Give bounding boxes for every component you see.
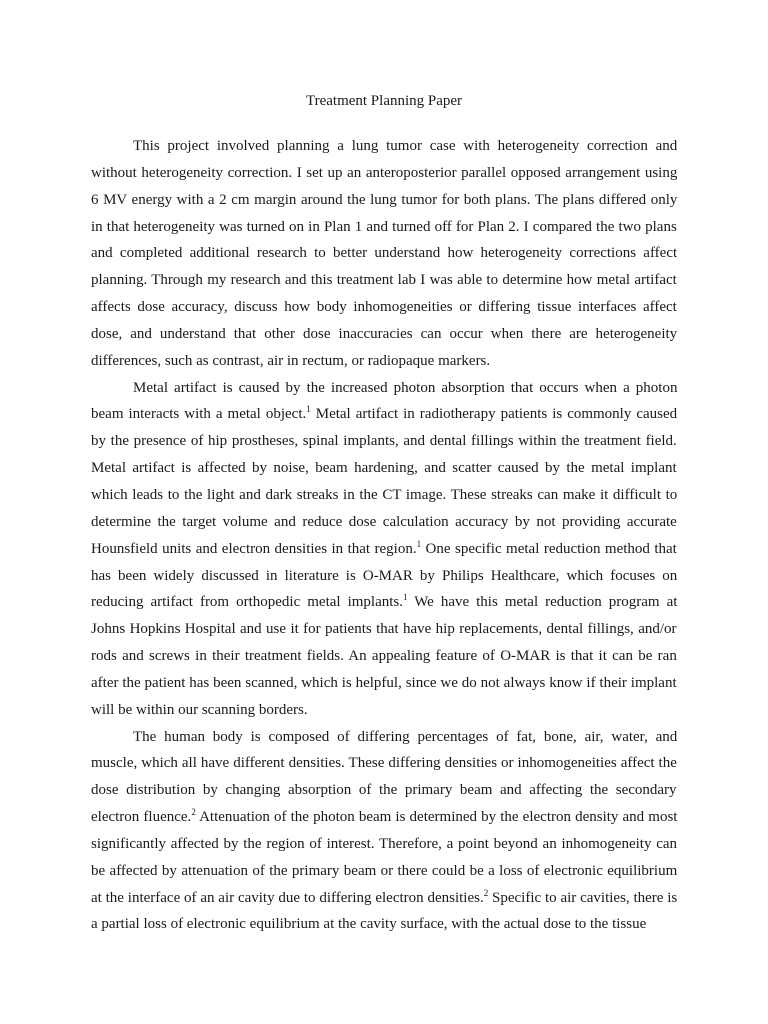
text-line [91, 563, 677, 590]
text-run: significantly affected by the region of interest. Therefore, a point beyond an inhomogeneity can [91, 835, 678, 852]
text-run: electron fluence. [91, 809, 192, 826]
text-run: in that heterogeneity was turned on in Plan 1 and turned off for Plan 2. I compared the two plans [91, 218, 677, 235]
document-title: Treatment Planning Paper [305, 93, 463, 109]
text-run: One specific metal reduction method that [421, 540, 677, 557]
text-run: Metal artifact is caused by the increased photon absorption that occurs when a photon [133, 379, 678, 396]
text-run: which leads to the light and dark streaks in the CT image. These streaks can make it difficult to [91, 486, 678, 503]
text-line [91, 348, 490, 375]
text-line [91, 267, 677, 294]
text-line [91, 455, 677, 482]
text-run: dose distribution by changing absorption of the primary beam and affecting the secondary [91, 782, 677, 799]
footnote-ref: 1 [306, 404, 311, 415]
footnote-ref: 1 [402, 592, 408, 603]
text-run: Specific to air cavities, there is [488, 889, 678, 906]
text-run: dose, and understand that other dose inaccuracies can occur when there are heterogeneity [91, 325, 678, 342]
text-run: by the presence of hip prostheses, spinal implants, and dental fillings within the treatment field. [91, 433, 677, 450]
text-run: This project involved planning a lung tumor case with heterogeneity correction and [133, 138, 678, 154]
text-line [91, 697, 308, 724]
text-run: has been widely discussed in literature is O-MAR by Philips Healthcare, which focuses on [91, 567, 678, 584]
footnote-ref: 2 [483, 887, 489, 898]
text-line [91, 214, 677, 241]
document-body [91, 133, 691, 938]
text-line [91, 831, 677, 858]
text-run: Johns Hopkins Hospital and use it for patients that have hip replacements, dental fillings, and/or [91, 621, 677, 638]
text-line [91, 804, 677, 831]
text-line [91, 911, 646, 938]
text-line [91, 643, 677, 670]
text-line [91, 401, 677, 428]
text-line [91, 428, 677, 455]
text-line [91, 616, 677, 643]
text-run: Metal artifact is affected by noise, beam hardening, and scatter caused by the metal implant [91, 460, 677, 477]
text-line [91, 589, 677, 616]
text-run: differences, such as contrast, air in rectum, or radiopaque markers. [91, 352, 491, 369]
text-run: after the patient has been scanned, which is helpful, since we do not always know if their implant [91, 674, 677, 691]
text-run: Hounsfield units and electron densities in that region. [91, 540, 417, 557]
text-line [91, 482, 677, 509]
text-run: affects dose accuracy, discuss how body inhomogeneities or differing tissue interfaces affect [91, 299, 677, 316]
text-line [91, 240, 677, 267]
text-run: muscle, which all have different densities. These differing densities or inhomogeneities affect the [91, 755, 677, 772]
text-line [91, 375, 677, 402]
text-line [91, 724, 677, 751]
text-run: be affected by attenuation of the primary beam or there could be a loss of electronic equilibrium [91, 862, 678, 879]
text-run: and completed additional research to better understand how heterogeneity corrections affect [91, 245, 678, 262]
text-run: 6 MV energy with a 2 cm margin around the lung tumor for both plans. The plans differed only [91, 191, 678, 208]
text-line [91, 777, 677, 804]
text-line [91, 858, 677, 885]
text-run: We have this metal reduction program at [407, 594, 678, 611]
text-line [91, 321, 677, 348]
text-run: will be within our scanning borders. [91, 701, 308, 718]
text-line [91, 133, 677, 160]
text-run: without heterogeneity correction. I set up an anteroposterior parallel opposed arrangement using [91, 164, 678, 181]
text-line [91, 509, 677, 536]
text-line [91, 187, 677, 214]
text-run: Metal artifact in radiotherapy patients is commonly caused [310, 406, 678, 423]
text-line [91, 885, 677, 912]
text-run: planning. Through my research and this treatment lab I was able to determine how metal artifact [91, 272, 677, 289]
text-run: The human body is composed of differing percentages of fat, bone, air, water, and [133, 728, 678, 745]
text-run: rods and screws in their treatment fields. An appealing feature of O-MAR is that it can be ran [91, 648, 677, 665]
text-run: Attenuation of the photon beam is determined by the electron density and most [195, 809, 678, 826]
text-run: at the interface of an air cavity due to differing electron densities. [91, 889, 484, 906]
text-line [91, 294, 677, 321]
text-run: a partial loss of electronic equilibrium at the cavity surface, with the actual dose to the tissue [91, 916, 647, 933]
text-run: beam interacts with a metal object. [91, 406, 307, 423]
text-line [91, 670, 677, 697]
footnote-ref: 2 [191, 807, 196, 818]
footnote-ref: 1 [416, 538, 422, 549]
text-line [91, 536, 677, 563]
text-run: reducing artifact from orthopedic metal implants. [91, 594, 403, 611]
text-line [91, 160, 677, 187]
text-run: determine the target volume and reduce dose calculation accuracy by not providing accurate [91, 513, 677, 530]
text-line [91, 750, 677, 777]
